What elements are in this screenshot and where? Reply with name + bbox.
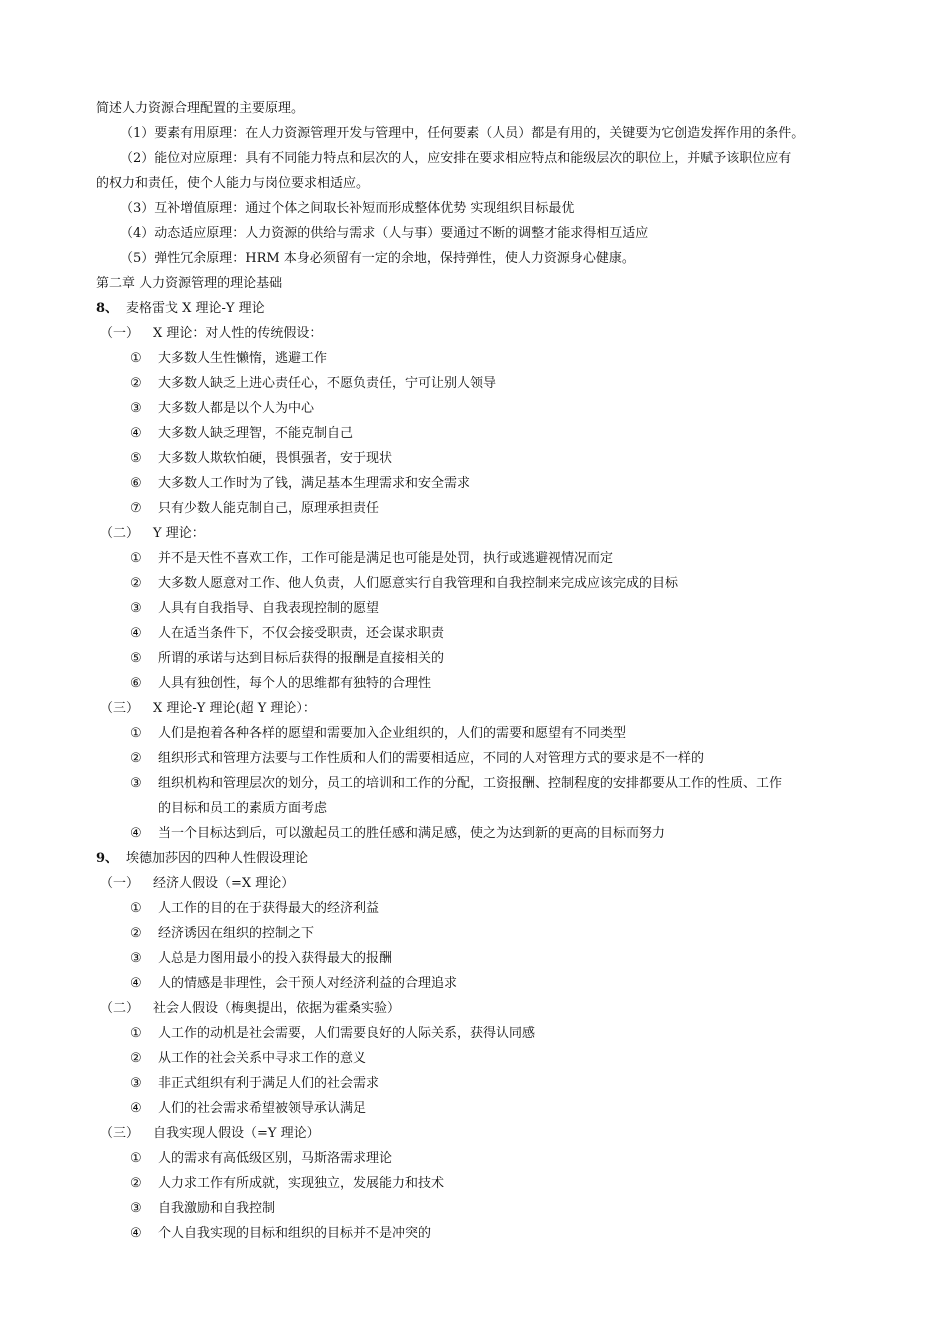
subsection-title: 自我实现人假设（=Y 理论） bbox=[153, 1126, 320, 1141]
section-8-number: 8、 bbox=[96, 301, 119, 316]
principle-2-line-1: （2）能位对应原理：具有不同能力特点和层次的人，应安排在要求相应特点和能级层次的职位上，并赋予该职位应有 bbox=[120, 151, 792, 166]
subsection-title: 社会人假设（梅奥提出，依据为霍桑实验） bbox=[153, 1001, 401, 1016]
item-marker: ④ bbox=[130, 826, 142, 841]
list-item: 人总是力图用最小的投入获得最大的报酬 bbox=[158, 951, 393, 966]
item-marker: ④ bbox=[130, 976, 142, 991]
principle-4: （4）动态适应原理：人力资源的供给与需求（人与事）要通过不断的调整才能求得相互适应 bbox=[120, 226, 649, 241]
principle-1: （1）要素有用原理：在人力资源管理开发与管理中，任何要素（人员）都是有用的，关键要为它创造发挥作用的条件。 bbox=[120, 126, 805, 141]
list-item: 大多数人都是以个人为中心 bbox=[158, 401, 315, 416]
section-9-title: 埃德加莎因的四种人性假设理论 bbox=[126, 851, 309, 866]
item-marker: ② bbox=[130, 376, 142, 391]
item-marker: ③ bbox=[130, 1076, 142, 1091]
item-marker: ① bbox=[130, 726, 142, 741]
list-item: 组织形式和管理方法要与工作性质和人们的需要相适应，不同的人对管理方式的要求是不一样的 bbox=[158, 751, 705, 766]
item-marker: ② bbox=[130, 576, 142, 591]
item-marker: ① bbox=[130, 1151, 142, 1166]
item-marker: ③ bbox=[130, 401, 142, 416]
list-item: 从工作的社会关系中寻求工作的意义 bbox=[158, 1051, 367, 1066]
item-marker: ⑥ bbox=[130, 476, 142, 491]
list-item: 并不是天性不喜欢工作，工作可能是满足也可能是处罚，执行或逃避视情况而定 bbox=[158, 551, 614, 566]
list-item-continuation: 的目标和员工的素质方面考虑 bbox=[158, 801, 328, 816]
item-marker: ④ bbox=[130, 1226, 142, 1241]
item-marker: ⑥ bbox=[130, 676, 142, 691]
subsection-label: （三） bbox=[100, 1126, 140, 1141]
list-item: 大多数人工作时为了钱，满足基本生理需求和安全需求 bbox=[158, 476, 471, 491]
item-marker: ② bbox=[130, 751, 142, 766]
list-item: 人工作的动机是社会需要，人们需要良好的人际关系，获得认同感 bbox=[158, 1026, 536, 1041]
list-item: 当一个目标达到后，可以激起员工的胜任感和满足感，使之为达到新的更高的目标而努力 bbox=[158, 826, 666, 841]
item-marker: ③ bbox=[130, 601, 142, 616]
list-item: 人在适当条件下，不仅会接受职责，还会谋求职责 bbox=[158, 626, 445, 641]
principle-5: （5）弹性冗余原理：HRM 本身必须留有一定的余地，保持弹性，使人力资源身心健康。 bbox=[120, 251, 635, 266]
section-8-title: 麦格雷戈 X 理论-Y 理论 bbox=[126, 301, 265, 316]
list-item: 人们是抱着各种各样的愿望和需要加入企业组织的，人们的需要和愿望有不同类型 bbox=[158, 726, 627, 741]
list-item: 组织机构和管理层次的划分，员工的培训和工作的分配，工资报酬、控制程度的安排都要从工作的性质、工作 bbox=[158, 776, 783, 791]
subsection-title: X 理论：对人性的传统假设： bbox=[153, 326, 323, 341]
list-item: 人具有自我指导、自我表现控制的愿望 bbox=[158, 601, 380, 616]
principle-3: （3）互补增值原理：通过个体之间取长补短而形成整体优势 实现组织目标最优 bbox=[120, 201, 575, 216]
item-marker: ③ bbox=[130, 951, 142, 966]
item-marker: ② bbox=[130, 1176, 142, 1191]
list-item: 人力求工作有所成就，实现独立，发展能力和技术 bbox=[158, 1176, 445, 1191]
item-marker: ④ bbox=[130, 1101, 142, 1116]
item-marker: ② bbox=[130, 926, 142, 941]
section-9-number: 9、 bbox=[96, 851, 119, 866]
subsection-title: X 理论-Y 理论(超 Y 理论）： bbox=[153, 701, 316, 716]
list-item: 非正式组织有利于满足人们的社会需求 bbox=[158, 1076, 380, 1091]
list-item: 人们的社会需求希望被领导承认满足 bbox=[158, 1101, 367, 1116]
principle-2-line-2: 的权力和责任，使个人能力与岗位要求相适应。 bbox=[96, 176, 370, 191]
subsection-label: （一） bbox=[100, 326, 140, 341]
item-marker: ③ bbox=[130, 776, 142, 791]
list-item: 人的需求有高低级区别，马斯洛需求理论 bbox=[158, 1151, 393, 1166]
list-item: 个人自我实现的目标和组织的目标并不是冲突的 bbox=[158, 1226, 432, 1241]
subsection-label: （二） bbox=[100, 1001, 140, 1016]
item-marker: ① bbox=[130, 351, 142, 366]
subsection-title: 经济人假设（=X 理论） bbox=[153, 876, 295, 891]
item-marker: ④ bbox=[130, 626, 142, 641]
list-item: 人具有独创性，每个人的思维都有独特的合理性 bbox=[158, 676, 432, 691]
list-item: 人的情感是非理性，会干预人对经济利益的合理追求 bbox=[158, 976, 458, 991]
item-marker: ① bbox=[130, 551, 142, 566]
item-marker: ⑦ bbox=[130, 501, 142, 516]
subsection-label: （二） bbox=[100, 526, 140, 541]
item-marker: ① bbox=[130, 1026, 142, 1041]
list-item: 大多数人生性懒惰，逃避工作 bbox=[158, 351, 328, 366]
subsection-label: （一） bbox=[100, 876, 140, 891]
item-marker: ③ bbox=[130, 1201, 142, 1216]
item-marker: ⑤ bbox=[130, 651, 142, 666]
item-marker: ② bbox=[130, 1051, 142, 1066]
list-item: 大多数人愿意对工作、他人负责，人们愿意实行自我管理和自我控制来完成应该完成的目标 bbox=[158, 576, 679, 591]
list-item: 自我激励和自我控制 bbox=[158, 1201, 276, 1216]
list-item: 大多数人缺乏上进心责任心，不愿负责任，宁可让别人领导 bbox=[158, 376, 497, 391]
chapter-heading: 第二章 人力资源管理的理论基础 bbox=[96, 276, 283, 291]
question-heading: 简述人力资源合理配置的主要原理。 bbox=[96, 101, 305, 116]
list-item: 人工作的目的在于获得最大的经济利益 bbox=[158, 901, 380, 916]
list-item: 大多数人缺乏理智，不能克制自己 bbox=[158, 426, 354, 441]
list-item: 大多数人欺软怕硬，畏惧强者，安于现状 bbox=[158, 451, 393, 466]
list-item: 所谓的承诺与达到目标后获得的报酬是直接相关的 bbox=[158, 651, 445, 666]
item-marker: ⑤ bbox=[130, 451, 142, 466]
list-item: 只有少数人能克制自己，原理承担责任 bbox=[158, 501, 380, 516]
subsection-label: （三） bbox=[100, 701, 140, 716]
item-marker: ① bbox=[130, 901, 142, 916]
item-marker: ④ bbox=[130, 426, 142, 441]
list-item: 经济诱因在组织的控制之下 bbox=[158, 926, 315, 941]
subsection-title: Y 理论： bbox=[153, 526, 205, 541]
